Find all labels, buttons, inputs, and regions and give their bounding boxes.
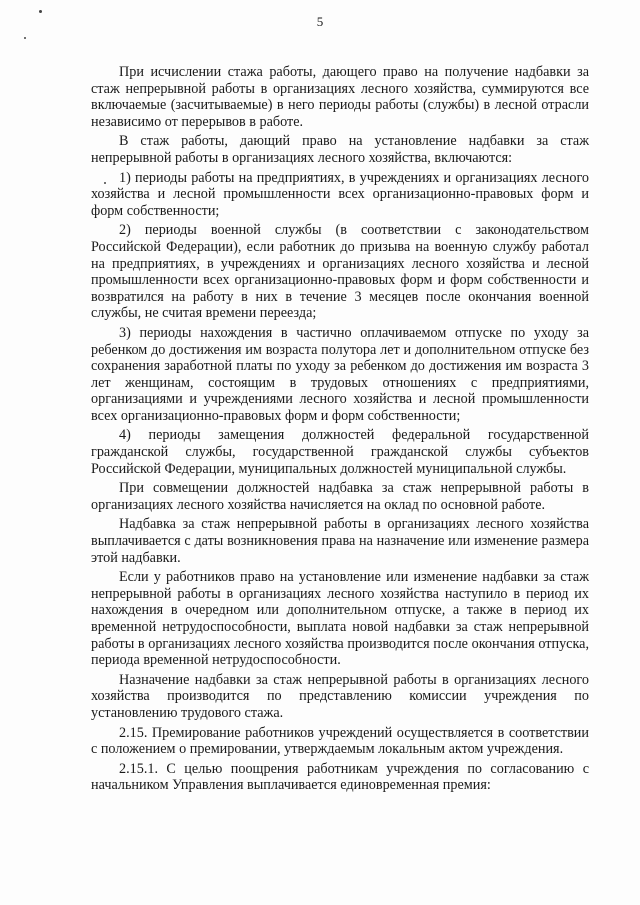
section-paragraph: 2.15. Премирование работников учреждений осуществляется в соответствии с положением о премировании, утверждаемым локальным актом учреждения. — [91, 724, 589, 758]
paragraph: Надбавка за стаж непрерывной работы в организациях лесного хозяйства выплачивается с даты возникновения права на назначение или изменение размера этой надбавки. — [91, 516, 589, 566]
list-item: 1) периоды работы на предприятиях, в учреждениях и организациях лесного хозяйства и лесной промышленности всех организационно-правовых форм и форм собственности; — [91, 169, 589, 219]
page-number: 5 — [316, 14, 324, 29]
scan-speck — [39, 10, 42, 13]
document-body — [91, 64, 589, 794]
list-item: 4) периоды замещения должностей федеральной государственной гражданской службы, государственной гражданской службы субъектов Российской Федерации, муниципальных должностей муниципальной службы. — [91, 427, 589, 477]
paragraph: При исчислении стажа работы, дающего право на получение надбавки за стаж непрерывной работы в организациях лесного хозяйства, суммируются все включаемые (засчитываемые) в него периоды работы (службы) в лесной отрасли независимо от перерывов в работе. — [91, 64, 589, 130]
paragraph: Назначение надбавки за стаж непрерывной работы в организациях лесного хозяйства производится по представлению комиссии учреждения по установлению трудового стажа. — [91, 671, 589, 721]
paragraph: В стаж работы, дающий право на установление надбавки за стаж непрерывной работы в организациях лесного хозяйства, включаются: — [91, 133, 589, 166]
paragraph: Если у работников право на установление или изменение надбавки за стаж непрерывной работы в организациях лесного хозяйства наступило в период их нахождения в очередном или дополнительном отпуске, а также в период их временной нетрудоспособности, выплата новой надбавки за стаж непрерывной работы в организациях лесного хозяйства производится после окончания отпуска, периода временной нетрудоспособности. — [91, 569, 589, 669]
paragraph: При совмещении должностей надбавка за стаж непрерывной работы в организациях лесного хозяйства начисляется на оклад по основной работе. — [91, 480, 589, 513]
list-item: 3) периоды нахождения в частично оплачиваемом отпуске по уходу за ребенком до достижения им возраста полутора лет и дополнительном отпуске без сохранения заработной платы по уходу за ребенком до достижения им возраста 3 лет женщинам, состоящим в трудовых отношениях с предприятиями, организациями и учреждениями лесного хозяйства и лесной промышленности всех организационно-правовых форм и форм собственности; — [91, 324, 589, 424]
scan-speck — [24, 37, 26, 39]
section-paragraph: 2.15.1. С целью поощрения работникам учреждения по согласованию с начальником Управления выплачивается единовременная премия: — [91, 760, 589, 794]
list-item: 2) периоды военной службы (в соответствии с законодательством Российской Федерации), если работник до призыва на военную службу работал на предприятиях, в учреждениях и организациях лесного хозяйства и лесной промышленности всех организационно-правовых форм и форм собственности и возвратился на работу в них в течение 3 месяцев после окончания военной службы, не считая времени переезда; — [91, 222, 589, 322]
